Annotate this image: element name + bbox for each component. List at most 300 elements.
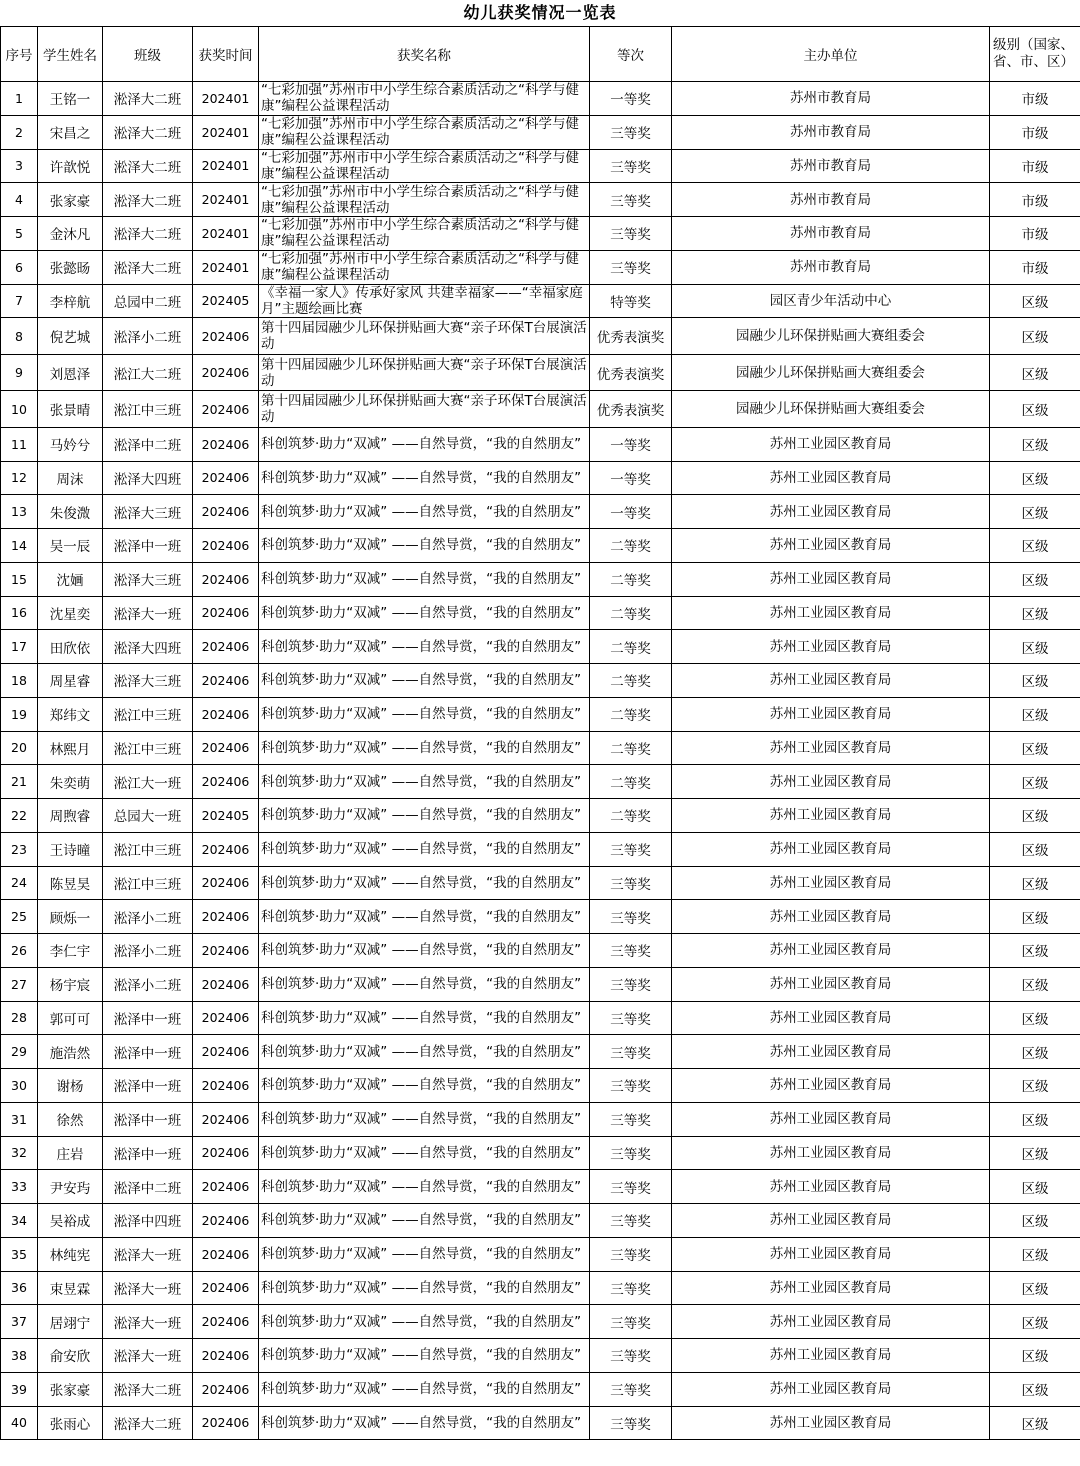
cell-award-name: 科创筑梦·助力“双减” ——自然导赏，“我的自然朋友” — [259, 1372, 590, 1406]
cell-class: 淞泽大三班 — [103, 562, 193, 596]
table-row — [1, 562, 1080, 596]
cell-date: 202406 — [193, 1204, 259, 1238]
cell-student-name: 沈星奕 — [38, 596, 103, 630]
cell-student-name: 金沐凡 — [38, 217, 103, 251]
cell-class: 淞泽大二班 — [103, 149, 193, 183]
cell-index: 24 — [1, 866, 38, 900]
table-row — [1, 697, 1080, 731]
table-row — [1, 900, 1080, 934]
cell-class: 淞泽中二班 — [103, 1170, 193, 1204]
cell-award-name: 科创筑梦·助力“双减” ——自然导赏，“我的自然朋友” — [259, 529, 590, 563]
cell-class: 淞泽中一班 — [103, 1035, 193, 1069]
awards-table-body — [1, 82, 1080, 1440]
cell-award-name: 科创筑梦·助力“双减” ——自然导赏，“我的自然朋友” — [259, 1271, 590, 1305]
cell-level: 市级 — [990, 149, 1080, 183]
cell-index: 14 — [1, 529, 38, 563]
cell-rank: 三等奖 — [590, 250, 672, 284]
cell-rank: 优秀表演奖 — [590, 318, 672, 355]
cell-award-name: 科创筑梦·助力“双减” ——自然导赏，“我的自然朋友” — [259, 1136, 590, 1170]
cell-level: 区级 — [990, 697, 1080, 731]
table-row — [1, 284, 1080, 318]
cell-index: 32 — [1, 1136, 38, 1170]
cell-date: 202406 — [193, 562, 259, 596]
cell-index: 12 — [1, 461, 38, 495]
cell-award-name: 科创筑梦·助力“双减” ——自然导赏，“我的自然朋友” — [259, 934, 590, 968]
cell-level: 区级 — [990, 799, 1080, 833]
cell-rank: 三等奖 — [590, 967, 672, 1001]
table-row — [1, 183, 1080, 217]
cell-rank: 三等奖 — [590, 1237, 672, 1271]
cell-level: 区级 — [990, 832, 1080, 866]
cell-student-name: 刘恩泽 — [38, 354, 103, 391]
cell-level: 区级 — [990, 1406, 1080, 1440]
cell-index: 11 — [1, 427, 38, 461]
cell-date: 202401 — [193, 183, 259, 217]
cell-level: 区级 — [990, 427, 1080, 461]
cell-level: 区级 — [990, 1204, 1080, 1238]
cell-class: 淞泽大二班 — [103, 1406, 193, 1440]
cell-rank: 三等奖 — [590, 1305, 672, 1339]
cell-level: 市级 — [990, 82, 1080, 116]
cell-level: 市级 — [990, 115, 1080, 149]
cell-award-name: “七彩加强”苏州市中小学生综合素质活动之“科学与健康”编程公益课程活动 — [259, 183, 590, 217]
cell-level: 区级 — [990, 1170, 1080, 1204]
table-row — [1, 1237, 1080, 1271]
table-row — [1, 967, 1080, 1001]
cell-index: 39 — [1, 1372, 38, 1406]
cell-rank: 三等奖 — [590, 1001, 672, 1035]
table-row — [1, 1406, 1080, 1440]
cell-host: 苏州工业园区教育局 — [672, 529, 990, 563]
cell-class: 淞泽大二班 — [103, 183, 193, 217]
cell-student-name: 沈婳 — [38, 562, 103, 596]
cell-index: 4 — [1, 183, 38, 217]
cell-level: 市级 — [990, 183, 1080, 217]
cell-host: 苏州工业园区教育局 — [672, 765, 990, 799]
cell-class: 淞江中三班 — [103, 697, 193, 731]
cell-host: 苏州工业园区教育局 — [672, 664, 990, 698]
cell-host: 苏州工业园区教育局 — [672, 1035, 990, 1069]
cell-host: 苏州工业园区教育局 — [672, 1339, 990, 1373]
cell-class: 淞泽中一班 — [103, 1001, 193, 1035]
cell-award-name: “七彩加强”苏州市中小学生综合素质活动之“科学与健康”编程公益课程活动 — [259, 250, 590, 284]
cell-host: 苏州工业园区教育局 — [672, 1271, 990, 1305]
cell-rank: 三等奖 — [590, 832, 672, 866]
cell-student-name: 林熙月 — [38, 731, 103, 765]
cell-date: 202406 — [193, 664, 259, 698]
cell-date: 202406 — [193, 832, 259, 866]
cell-award-name: 第十四届园融少儿环保拼贴画大赛“亲子环保T台展演活动 — [259, 318, 590, 355]
table-row — [1, 427, 1080, 461]
cell-index: 1 — [1, 82, 38, 116]
cell-index: 19 — [1, 697, 38, 731]
table-row — [1, 934, 1080, 968]
cell-class: 淞泽大一班 — [103, 1305, 193, 1339]
cell-index: 25 — [1, 900, 38, 934]
cell-class: 总园大一班 — [103, 799, 193, 833]
cell-level: 区级 — [990, 1339, 1080, 1373]
cell-award-name: 科创筑梦·助力“双减” ——自然导赏，“我的自然朋友” — [259, 596, 590, 630]
page-title: 幼儿获奖情况一览表 — [463, 3, 617, 22]
cell-rank: 二等奖 — [590, 765, 672, 799]
cell-index: 22 — [1, 799, 38, 833]
cell-host: 园区青少年活动中心 — [672, 284, 990, 318]
cell-class: 淞泽大三班 — [103, 495, 193, 529]
cell-class: 淞泽大二班 — [103, 115, 193, 149]
cell-student-name: 施浩然 — [38, 1035, 103, 1069]
cell-rank: 三等奖 — [590, 1170, 672, 1204]
cell-index: 26 — [1, 934, 38, 968]
cell-rank: 三等奖 — [590, 1271, 672, 1305]
cell-host: 苏州工业园区教育局 — [672, 630, 990, 664]
cell-host: 苏州工业园区教育局 — [672, 900, 990, 934]
cell-student-name: 尹安玙 — [38, 1170, 103, 1204]
header-cell-award: 获奖名称 — [259, 27, 590, 82]
cell-host: 苏州工业园区教育局 — [672, 697, 990, 731]
cell-student-name: 周星睿 — [38, 664, 103, 698]
cell-student-name: 张雨心 — [38, 1406, 103, 1440]
cell-rank: 二等奖 — [590, 731, 672, 765]
cell-level: 市级 — [990, 217, 1080, 251]
cell-rank: 一等奖 — [590, 461, 672, 495]
cell-class: 淞泽大二班 — [103, 1372, 193, 1406]
cell-rank: 三等奖 — [590, 1136, 672, 1170]
cell-host: 苏州工业园区教育局 — [672, 866, 990, 900]
cell-rank: 三等奖 — [590, 1035, 672, 1069]
cell-date: 202406 — [193, 697, 259, 731]
cell-class: 淞泽大四班 — [103, 461, 193, 495]
cell-student-name: 林纯宪 — [38, 1237, 103, 1271]
cell-index: 23 — [1, 832, 38, 866]
table-row — [1, 1204, 1080, 1238]
table-row — [1, 832, 1080, 866]
cell-host: 苏州工业园区教育局 — [672, 1372, 990, 1406]
cell-host: 苏州工业园区教育局 — [672, 1237, 990, 1271]
cell-index: 38 — [1, 1339, 38, 1373]
header-cell-class: 班级 — [103, 27, 193, 82]
cell-index: 30 — [1, 1069, 38, 1103]
cell-date: 202406 — [193, 1102, 259, 1136]
cell-rank: 三等奖 — [590, 115, 672, 149]
cell-class: 淞泽中一班 — [103, 1136, 193, 1170]
cell-student-name: 吴裕成 — [38, 1204, 103, 1238]
cell-class: 淞泽大二班 — [103, 217, 193, 251]
cell-rank: 二等奖 — [590, 562, 672, 596]
cell-date: 202406 — [193, 1035, 259, 1069]
table-row — [1, 461, 1080, 495]
cell-award-name: 科创筑梦·助力“双减” ——自然导赏，“我的自然朋友” — [259, 1204, 590, 1238]
cell-award-name: “七彩加强”苏州市中小学生综合素质活动之“科学与健康”编程公益课程活动 — [259, 149, 590, 183]
cell-rank: 一等奖 — [590, 427, 672, 461]
cell-date: 202406 — [193, 1170, 259, 1204]
cell-index: 3 — [1, 149, 38, 183]
cell-level: 区级 — [990, 1001, 1080, 1035]
cell-index: 15 — [1, 562, 38, 596]
cell-class: 淞泽中一班 — [103, 529, 193, 563]
cell-class: 淞江中三班 — [103, 731, 193, 765]
cell-student-name: 俞安欣 — [38, 1339, 103, 1373]
cell-class: 淞泽小二班 — [103, 318, 193, 355]
cell-student-name: 徐然 — [38, 1102, 103, 1136]
cell-student-name: 倪艺城 — [38, 318, 103, 355]
cell-award-name: 科创筑梦·助力“双减” ——自然导赏，“我的自然朋友” — [259, 1237, 590, 1271]
table-row — [1, 1372, 1080, 1406]
header-cell-index: 序号 — [1, 27, 38, 82]
cell-host: 苏州工业园区教育局 — [672, 596, 990, 630]
cell-date: 202406 — [193, 934, 259, 968]
cell-class: 淞江大一班 — [103, 765, 193, 799]
cell-date: 202406 — [193, 354, 259, 391]
cell-date: 202406 — [193, 1001, 259, 1035]
cell-host: 苏州市教育局 — [672, 250, 990, 284]
cell-host: 苏州工业园区教育局 — [672, 832, 990, 866]
cell-host: 苏州工业园区教育局 — [672, 1001, 990, 1035]
table-row — [1, 529, 1080, 563]
cell-student-name: 田欣依 — [38, 630, 103, 664]
cell-date: 202406 — [193, 1136, 259, 1170]
cell-student-name: 周沫 — [38, 461, 103, 495]
cell-index: 18 — [1, 664, 38, 698]
cell-level: 区级 — [990, 664, 1080, 698]
cell-class: 淞泽中一班 — [103, 1069, 193, 1103]
cell-level: 区级 — [990, 1372, 1080, 1406]
cell-student-name: 张家豪 — [38, 1372, 103, 1406]
cell-index: 20 — [1, 731, 38, 765]
cell-award-name: 科创筑梦·助力“双减” ——自然导赏，“我的自然朋友” — [259, 664, 590, 698]
cell-rank: 一等奖 — [590, 495, 672, 529]
cell-level: 区级 — [990, 1237, 1080, 1271]
cell-date: 202405 — [193, 799, 259, 833]
cell-host: 园融少儿环保拼贴画大赛组委会 — [672, 391, 990, 428]
cell-level: 区级 — [990, 1035, 1080, 1069]
cell-index: 31 — [1, 1102, 38, 1136]
cell-date: 202406 — [193, 1069, 259, 1103]
table-row — [1, 765, 1080, 799]
cell-class: 淞泽小二班 — [103, 967, 193, 1001]
cell-student-name: 张家豪 — [38, 183, 103, 217]
cell-level: 区级 — [990, 1271, 1080, 1305]
cell-rank: 一等奖 — [590, 82, 672, 116]
cell-award-name: 科创筑梦·助力“双减” ——自然导赏，“我的自然朋友” — [259, 495, 590, 529]
cell-rank: 三等奖 — [590, 1406, 672, 1440]
cell-index: 8 — [1, 318, 38, 355]
cell-index: 37 — [1, 1305, 38, 1339]
table-row — [1, 1035, 1080, 1069]
cell-student-name: 周煦睿 — [38, 799, 103, 833]
cell-index: 36 — [1, 1271, 38, 1305]
cell-level: 区级 — [990, 967, 1080, 1001]
cell-class: 淞泽大一班 — [103, 1237, 193, 1271]
cell-level: 区级 — [990, 1102, 1080, 1136]
cell-date: 202406 — [193, 1305, 259, 1339]
cell-award-name: 科创筑梦·助力“双减” ——自然导赏，“我的自然朋友” — [259, 1102, 590, 1136]
cell-award-name: “七彩加强”苏州市中小学生综合素质活动之“科学与健康”编程公益课程活动 — [259, 82, 590, 116]
cell-date: 202406 — [193, 1339, 259, 1373]
cell-host: 苏州工业园区教育局 — [672, 1204, 990, 1238]
cell-award-name: 第十四届园融少儿环保拼贴画大赛“亲子环保T台展演活动 — [259, 354, 590, 391]
cell-award-name: “七彩加强”苏州市中小学生综合素质活动之“科学与健康”编程公益课程活动 — [259, 115, 590, 149]
cell-level: 区级 — [990, 461, 1080, 495]
cell-host: 苏州市教育局 — [672, 217, 990, 251]
cell-student-name: 张景晴 — [38, 391, 103, 428]
cell-rank: 二等奖 — [590, 799, 672, 833]
cell-student-name: 李梓航 — [38, 284, 103, 318]
table-row — [1, 354, 1080, 391]
cell-date: 202401 — [193, 250, 259, 284]
cell-class: 淞泽大一班 — [103, 1339, 193, 1373]
cell-class: 淞泽小二班 — [103, 934, 193, 968]
cell-rank: 二等奖 — [590, 630, 672, 664]
cell-host: 苏州工业园区教育局 — [672, 495, 990, 529]
header-cell-name: 学生姓名 — [38, 27, 103, 82]
cell-award-name: 科创筑梦·助力“双减” ——自然导赏，“我的自然朋友” — [259, 461, 590, 495]
cell-host: 苏州工业园区教育局 — [672, 1406, 990, 1440]
cell-award-name: 科创筑梦·助力“双减” ——自然导赏，“我的自然朋友” — [259, 1001, 590, 1035]
cell-award-name: 《幸福一家人》传承好家风 共建幸福家——“幸福家庭月”主题绘画比赛 — [259, 284, 590, 318]
cell-class: 淞泽大二班 — [103, 250, 193, 284]
cell-rank: 二等奖 — [590, 529, 672, 563]
cell-date: 202406 — [193, 967, 259, 1001]
cell-student-name: 李仁宇 — [38, 934, 103, 968]
cell-rank: 三等奖 — [590, 217, 672, 251]
cell-host: 苏州工业园区教育局 — [672, 967, 990, 1001]
cell-class: 总园中二班 — [103, 284, 193, 318]
cell-date: 202406 — [193, 529, 259, 563]
cell-student-name: 居翊宁 — [38, 1305, 103, 1339]
cell-class: 淞江中三班 — [103, 866, 193, 900]
table-row — [1, 391, 1080, 428]
cell-level: 区级 — [990, 596, 1080, 630]
cell-student-name: 张懿旸 — [38, 250, 103, 284]
cell-date: 202406 — [193, 1406, 259, 1440]
cell-host: 苏州市教育局 — [672, 183, 990, 217]
cell-index: 10 — [1, 391, 38, 428]
cell-award-name: 科创筑梦·助力“双减” ——自然导赏，“我的自然朋友” — [259, 1339, 590, 1373]
cell-award-name: 科创筑梦·助力“双减” ——自然导赏，“我的自然朋友” — [259, 562, 590, 596]
table-row — [1, 1001, 1080, 1035]
table-row — [1, 799, 1080, 833]
cell-date: 202401 — [193, 115, 259, 149]
cell-award-name: 科创筑梦·助力“双减” ——自然导赏，“我的自然朋友” — [259, 832, 590, 866]
table-row — [1, 318, 1080, 355]
cell-award-name: 科创筑梦·助力“双减” ——自然导赏，“我的自然朋友” — [259, 765, 590, 799]
table-row — [1, 217, 1080, 251]
cell-class: 淞江中三班 — [103, 391, 193, 428]
cell-host: 园融少儿环保拼贴画大赛组委会 — [672, 318, 990, 355]
cell-date: 202406 — [193, 630, 259, 664]
cell-student-name: 吴一辰 — [38, 529, 103, 563]
cell-level: 市级 — [990, 250, 1080, 284]
cell-award-name: 科创筑梦·助力“双减” ——自然导赏，“我的自然朋友” — [259, 697, 590, 731]
cell-award-name: 科创筑梦·助力“双减” ——自然导赏，“我的自然朋友” — [259, 866, 590, 900]
cell-rank: 三等奖 — [590, 900, 672, 934]
cell-rank: 三等奖 — [590, 183, 672, 217]
cell-index: 17 — [1, 630, 38, 664]
cell-index: 21 — [1, 765, 38, 799]
cell-student-name: 陈昱昊 — [38, 866, 103, 900]
cell-date: 202406 — [193, 765, 259, 799]
cell-class: 淞江大二班 — [103, 354, 193, 391]
cell-award-name: 科创筑梦·助力“双减” ——自然导赏，“我的自然朋友” — [259, 1305, 590, 1339]
table-row — [1, 149, 1080, 183]
cell-award-name: 科创筑梦·助力“双减” ——自然导赏，“我的自然朋友” — [259, 799, 590, 833]
cell-student-name: 束昱霖 — [38, 1271, 103, 1305]
table-row — [1, 596, 1080, 630]
cell-index: 7 — [1, 284, 38, 318]
table-row — [1, 1271, 1080, 1305]
cell-date: 202406 — [193, 900, 259, 934]
cell-level: 区级 — [990, 354, 1080, 391]
table-row — [1, 731, 1080, 765]
cell-host: 苏州工业园区教育局 — [672, 731, 990, 765]
cell-level: 区级 — [990, 495, 1080, 529]
table-row — [1, 1170, 1080, 1204]
cell-date: 202406 — [193, 1237, 259, 1271]
cell-host: 园融少儿环保拼贴画大赛组委会 — [672, 354, 990, 391]
cell-award-name: 科创筑梦·助力“双减” ——自然导赏，“我的自然朋友” — [259, 731, 590, 765]
cell-level: 区级 — [990, 934, 1080, 968]
table-row — [1, 1102, 1080, 1136]
table-row — [1, 250, 1080, 284]
cell-award-name: 第十四届园融少儿环保拼贴画大赛“亲子环保T台展演活动 — [259, 391, 590, 428]
cell-student-name: 马妗兮 — [38, 427, 103, 461]
cell-award-name: 科创筑梦·助力“双减” ——自然导赏，“我的自然朋友” — [259, 1170, 590, 1204]
table-row — [1, 664, 1080, 698]
cell-award-name: 科创筑梦·助力“双减” ——自然导赏，“我的自然朋友” — [259, 630, 590, 664]
cell-rank: 二等奖 — [590, 697, 672, 731]
cell-rank: 三等奖 — [590, 1372, 672, 1406]
cell-class: 淞泽大一班 — [103, 1271, 193, 1305]
cell-date: 202406 — [193, 318, 259, 355]
cell-host: 苏州工业园区教育局 — [672, 1069, 990, 1103]
cell-student-name: 王诗曈 — [38, 832, 103, 866]
cell-host: 苏州市教育局 — [672, 115, 990, 149]
cell-host: 苏州市教育局 — [672, 149, 990, 183]
cell-student-name: 郭可可 — [38, 1001, 103, 1035]
cell-host: 苏州工业园区教育局 — [672, 427, 990, 461]
table-row — [1, 82, 1080, 116]
cell-student-name: 郑纬文 — [38, 697, 103, 731]
cell-award-name: 科创筑梦·助力“双减” ——自然导赏，“我的自然朋友” — [259, 967, 590, 1001]
cell-host: 苏州工业园区教育局 — [672, 934, 990, 968]
cell-student-name: 王铭一 — [38, 82, 103, 116]
cell-class: 淞江中三班 — [103, 832, 193, 866]
cell-host: 苏州工业园区教育局 — [672, 1102, 990, 1136]
cell-award-name: 科创筑梦·助力“双减” ——自然导赏，“我的自然朋友” — [259, 900, 590, 934]
table-row — [1, 866, 1080, 900]
cell-level: 区级 — [990, 562, 1080, 596]
cell-level: 区级 — [990, 866, 1080, 900]
cell-index: 28 — [1, 1001, 38, 1035]
cell-index: 35 — [1, 1237, 38, 1271]
cell-level: 区级 — [990, 630, 1080, 664]
cell-award-name: 科创筑梦·助力“双减” ——自然导赏，“我的自然朋友” — [259, 1035, 590, 1069]
cell-index: 5 — [1, 217, 38, 251]
awards-table — [0, 26, 1080, 1440]
cell-student-name: 许歆悦 — [38, 149, 103, 183]
cell-host: 苏州工业园区教育局 — [672, 562, 990, 596]
header-cell-rank: 等次 — [590, 27, 672, 82]
cell-date: 202406 — [193, 1372, 259, 1406]
cell-class: 淞泽大三班 — [103, 664, 193, 698]
cell-host: 苏州市教育局 — [672, 82, 990, 116]
cell-date: 202401 — [193, 149, 259, 183]
cell-award-name: “七彩加强”苏州市中小学生综合素质活动之“科学与健康”编程公益课程活动 — [259, 217, 590, 251]
cell-host: 苏州工业园区教育局 — [672, 1305, 990, 1339]
cell-date: 202406 — [193, 461, 259, 495]
table-row — [1, 1305, 1080, 1339]
cell-date: 202406 — [193, 427, 259, 461]
